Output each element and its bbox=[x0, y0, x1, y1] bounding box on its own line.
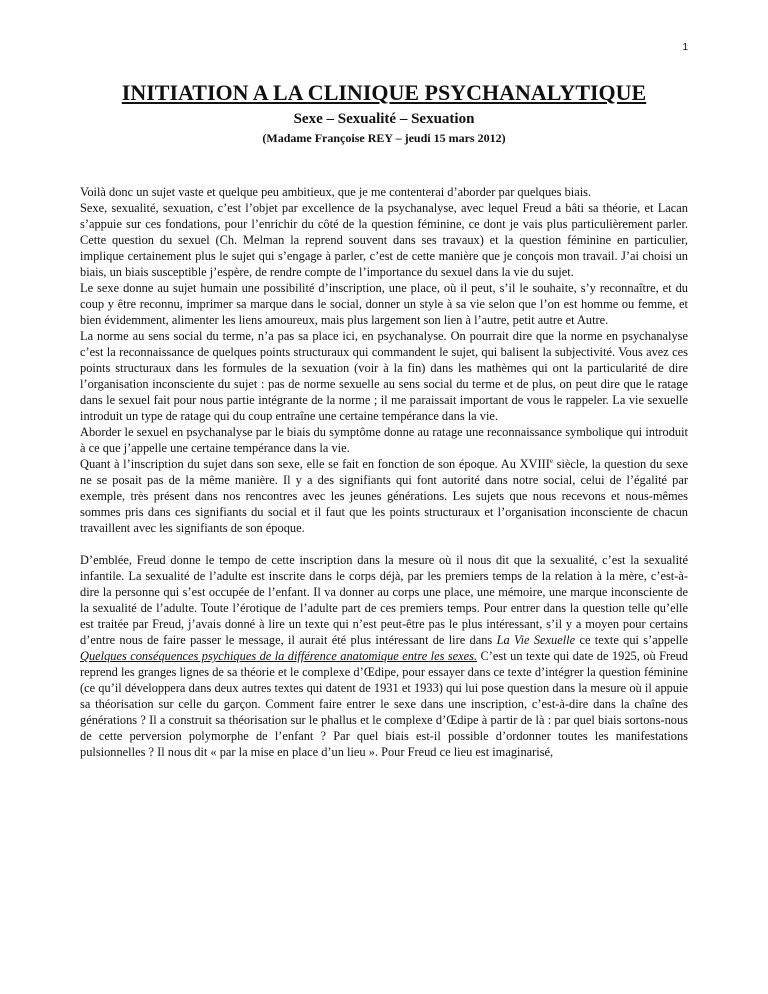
paragraph-4: La norme au sens social du terme, n’a pas sa place ici, en psychanalyse. On pourrait dire que la norme en psychanalyse c’est la reconnaissance de quelques points structuraux qui commandent le sujet, qui balisent la subjectivité. Vous avez ces points structuraux dans les formules de la sexuation (voir à la fin) dans les mathèmes qui ont la particularité de dire l’organisation inconsciente du sujet : pas de norme sexuelle au sens social du terme et de plus, on peut dire que le ratage dans le sexuel fait pour nous partie intégrante de la norme ; il me paraissait important de vous le rappeler. La vie sexuelle introduit un type de ratage qui du coup entraîne une certaine tempérance dans la vie. bbox=[80, 329, 688, 423]
paragraph-3: Le sexe donne au sujet humain une possibilité d’inscription, une place, où il peut, s’il le souhaite, s’y reconnaître, et du coup y être reconnu, imprimer sa marque dans le social, donner un style à sa vie selon que l’on est homme ou femme, et bien évidemment, alimenter les liens amoureux, mais plus largement son lien à l’autre, petit autre et Autre. bbox=[80, 281, 688, 327]
book-title: La Vie Sexuelle bbox=[496, 633, 576, 647]
paragraph-6-start: Quant à l’inscription du sujet dans son sexe, elle se fait en fonction de son époque. Au XVIII bbox=[80, 457, 550, 471]
document-subtitle: Sexe – Sexualité – Sexuation bbox=[293, 111, 475, 127]
document-title: INITIATION A LA CLINIQUE PSYCHANALYTIQUE bbox=[121, 80, 647, 105]
document-header bbox=[80, 80, 688, 146]
paragraph-1: Voilà donc un sujet vaste et quelque peu ambitieux, que je me contenterai d’aborder par quelques biais. bbox=[80, 185, 592, 199]
document-body bbox=[80, 184, 688, 760]
paragraph-5: Aborder le sexuel en psychanalyse par le biais du symptôme donne au ratage une reconnaissance symbolique qui introduit à ce que j’appelle une certaine tempérance dans la vie. bbox=[80, 425, 688, 455]
paragraph-2: Sexe, sexualité, sexuation, c’est l’objet par excellence de la psychanalyse, avec lequel Freud a bâti sa théorie, et Lacan s’appuie sur ces fondations, pour l’enrichir du côté de la question féminine, ce dont je vais plus particulièrement parler. Cette question du sexuel (Ch. Melman la reprend souvent dans ses travaux) et la question féminine en particulier, implique certainement plus le sujet qui s’engage à parler, c’est de cette manière que je conçois mon travail. J’ai choisi un biais, un biais susceptible j’espère, de rendre compte de l’importance du sexuel dans la vie du sujet. bbox=[80, 201, 688, 279]
paragraph-6-rest: siècle, la question du sexe ne se posait pas de la même manière. Il y a des signifiants qui font autorité dans notre social, celui de l’égalité par exemple, très présent dans nos rencontres avec les jeunes générations. Les sujets que nous recevons et nous-mêmes sommes pris dans ces signifiants du social et il faut que les points structuraux et l’organisation inconsciente de chacun travaillent avec les signifiants de son époque. bbox=[80, 457, 688, 535]
century-superscript: e bbox=[549, 456, 553, 465]
essay-title: Quelques conséquences psychiques de la différence anatomique entre les sexes. bbox=[80, 649, 478, 663]
page-number: 1 bbox=[682, 42, 688, 53]
lecture-info: (Madame Françoise REY – jeudi 15 mars 2012) bbox=[262, 131, 506, 145]
paragraph-7-part-c: C’est un texte qui date de 1925, où Freud reprend les granges lignes de sa théorie et le complexe d’Œdipe, pour essayer dans ce texte d’intégrer la question féminine (ce qu’il développera dans deux autres textes qui datent de 1931 et 1933) qui lui pose question dans la mesure où il appuie sa théorisation sur celle du garçon. Comment faire entrer le sexe dans une inscription, c’est-à-dire dans la chaîne des générations ? Il a construit sa théorisation sur le phallus et le complexe d’Œdipe à partir de là : par quel biais sortons-nous de cette perversion polymorphe de l’enfant ? Par quel biais est-il possible d’ordonner toutes les manifestations pulsionnelles ? Il nous dit « par la mise en place d’un lieu ». Pour Freud ce lieu est imaginarisé, bbox=[80, 649, 688, 759]
paragraph-7 bbox=[80, 552, 688, 760]
paragraph-6 bbox=[80, 456, 688, 536]
paragraph-7-part-b: ce texte qui s’appelle bbox=[575, 633, 689, 647]
paragraph-7-part-a: D’emblée, Freud donne le tempo de cette inscription dans la mesure où il nous dit que la sexualité, c’est la sexualité infantile. La sexualité de l’adulte est inscrite dans le corps déjà, par les premiers temps de la relation à la mère, c’est-à-dire la personne qui s’est occupée de l’enfant. Il va donner au corps une place, une mémoire, une marque inconsciente de la sexualité de l’adulte. Toute l’érotique de l’adulte part de ces premiers temps. Pour entrer dans la question telle qu’elle est traitée par Freud, j’avais donné à lire un texte qui n’est peut-être pas le plus intéressant, s’il y a moyen pour certains d’entre nous de faire passer le message, il aurait été plus intéressant de lire dans bbox=[80, 553, 688, 647]
